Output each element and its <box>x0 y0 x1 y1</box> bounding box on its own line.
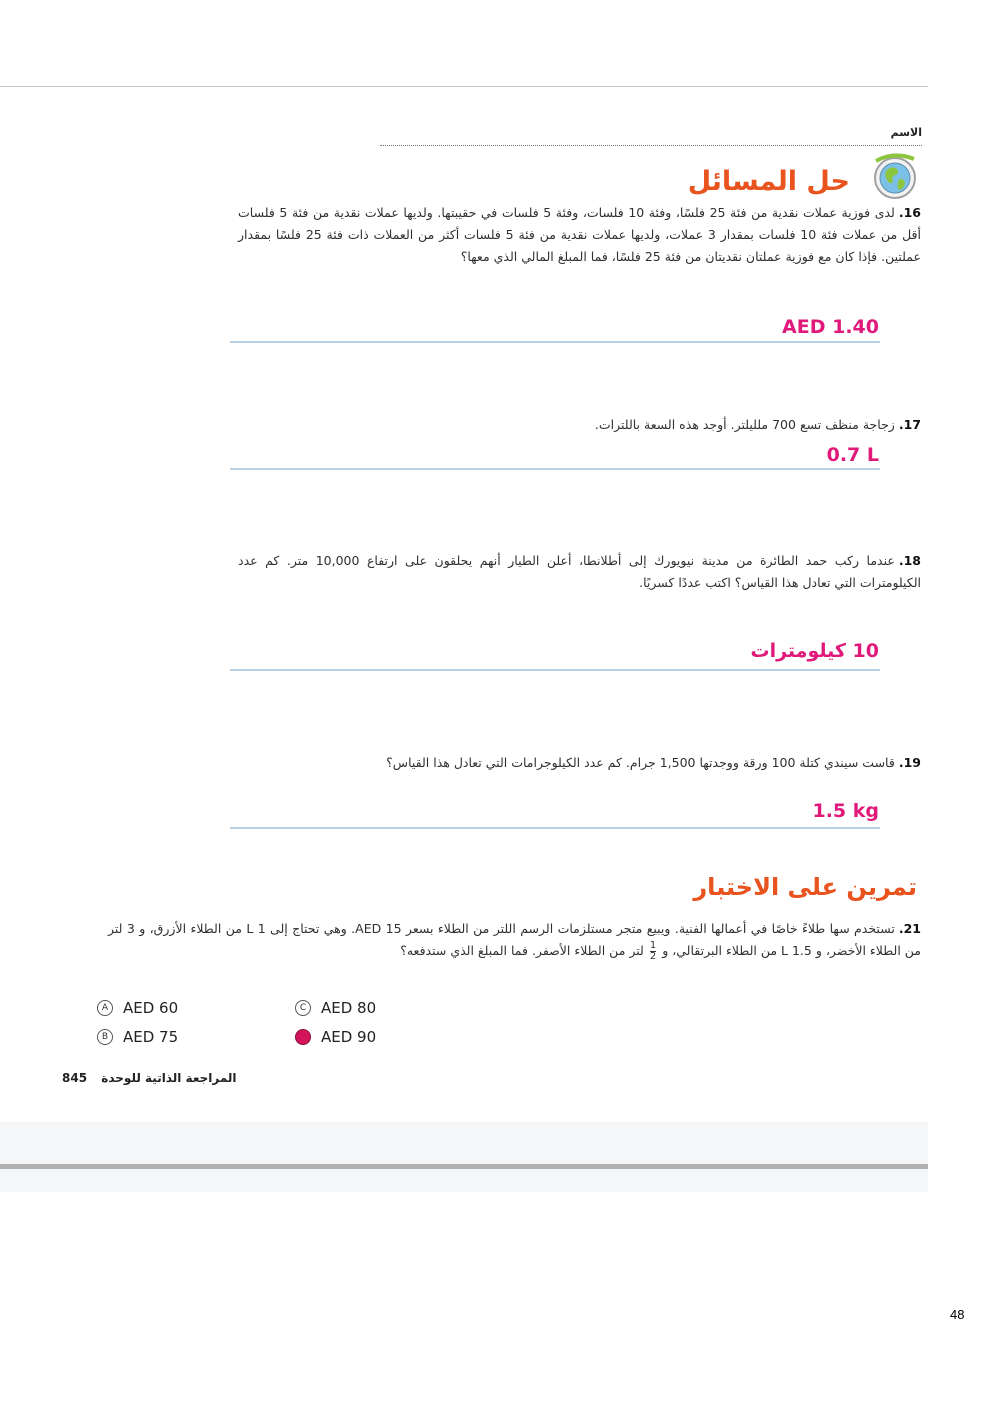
footer-label: المراجعة الذاتية للوحدة <box>101 1071 237 1085</box>
problem-text: زجاجة منظف تسع 700 ملليلتر. أوجد هذه السعة باللترات. <box>594 417 895 432</box>
choice-bubble: B <box>97 1029 113 1045</box>
fraction-denominator: 2 <box>649 951 657 962</box>
choice-bubble: A <box>97 1000 113 1016</box>
problem-number: 18. <box>898 553 922 568</box>
problem-number: 17. <box>898 417 921 432</box>
problem-text: قاست سيندي كتلة 100 ورقة ووجدتها 1,500 جرام. كم عدد الكيلوجرامات التي تعادل هذا القياس؟ <box>386 755 895 770</box>
footer-page-number: 845 <box>62 1071 88 1085</box>
choice-d[interactable] <box>295 1028 376 1046</box>
section-title: حل المسائل <box>687 166 850 197</box>
answer-16: AED 1.40 <box>782 316 879 338</box>
choice-label: AED 60 <box>123 999 179 1017</box>
problem-text-start: تستخدم سها طلاءً خاصًا في أعمالها الفنية. ويبيع متجر مستلزمات الرسم اللتر من الطلاء بسعر AED 15. وهي تحتاج إلى 1 L من الطلاء الأزرق، و 3 لتر من الطلاء الأخضر، و 1.5 L من الطلاء البرتقالي، و <box>108 921 921 958</box>
bottom-divider <box>0 1164 928 1169</box>
globe-icon <box>862 151 922 201</box>
page-footer <box>62 1071 236 1085</box>
choice-bubble: C <box>295 1000 311 1016</box>
answer-line <box>230 827 880 829</box>
top-divider <box>0 86 928 87</box>
name-label: الاسم <box>890 126 922 139</box>
fraction-numerator: 1 <box>649 940 657 951</box>
answer-18: 10 كيلومترات <box>750 640 879 662</box>
answer-line <box>230 669 880 671</box>
problem-16 <box>238 202 921 268</box>
choice-label: AED 80 <box>321 999 377 1017</box>
choice-b[interactable] <box>97 1028 178 1046</box>
bottom-band <box>0 1122 928 1192</box>
choice-a[interactable] <box>97 999 178 1017</box>
problem-text: لدى فوزية عملات نقدية من فئة 25 فلسًا، وفئة 10 فلسات، وفئة 5 فلسات في حقيبتها. ولديها عملات نقدية من فئة 5 فلسات أقل من عملات فئة 10 فلسات بمقدار 3 عملات، ولديها عملات نقدية من فئة 5 فلسات أكثر من العملات ذات فئة 25 فلسًا بمقدار عملتين. فإذا كان مع فوزية عملتان نقديتان من فئة 25 فلسًا، فما المبلغ المالي الذي معها؟ <box>238 205 921 264</box>
problem-19 <box>238 752 921 774</box>
test-practice-title: تمرين على الاختبار <box>693 873 917 901</box>
document-page-number: 48 <box>950 1307 965 1322</box>
problem-17 <box>238 414 921 436</box>
problem-21 <box>108 918 921 962</box>
answer-line <box>230 468 880 470</box>
problem-number: 16. <box>898 205 921 220</box>
choice-label: AED 75 <box>123 1028 179 1046</box>
fraction-one-half <box>650 941 656 962</box>
choice-label: AED 90 <box>321 1028 377 1046</box>
problem-number: 19. <box>898 755 921 770</box>
problem-text: عندما ركب حمد الطائرة من مدينة نيويورك إلى أطلانطا، أعلن الطيار أنهم يحلقون على ارتفاع 10,000 متر. كم عدد الكيلومترات التي تعادل هذا القياس؟ اكتب عددًا كسريًا. <box>238 553 921 590</box>
name-line <box>380 145 922 146</box>
answer-line <box>230 341 880 343</box>
choice-c[interactable] <box>295 999 376 1017</box>
problem-18 <box>238 550 921 594</box>
problem-number: 21. <box>898 921 921 936</box>
problem-text-end: لتر من الطلاء الأصفر. فما المبلغ الذي ستدفعه؟ <box>400 943 644 958</box>
choice-bubble-selected: D <box>295 1029 311 1045</box>
answer-19: 1.5 kg <box>812 800 879 822</box>
answer-17: 0.7 L <box>826 444 879 466</box>
